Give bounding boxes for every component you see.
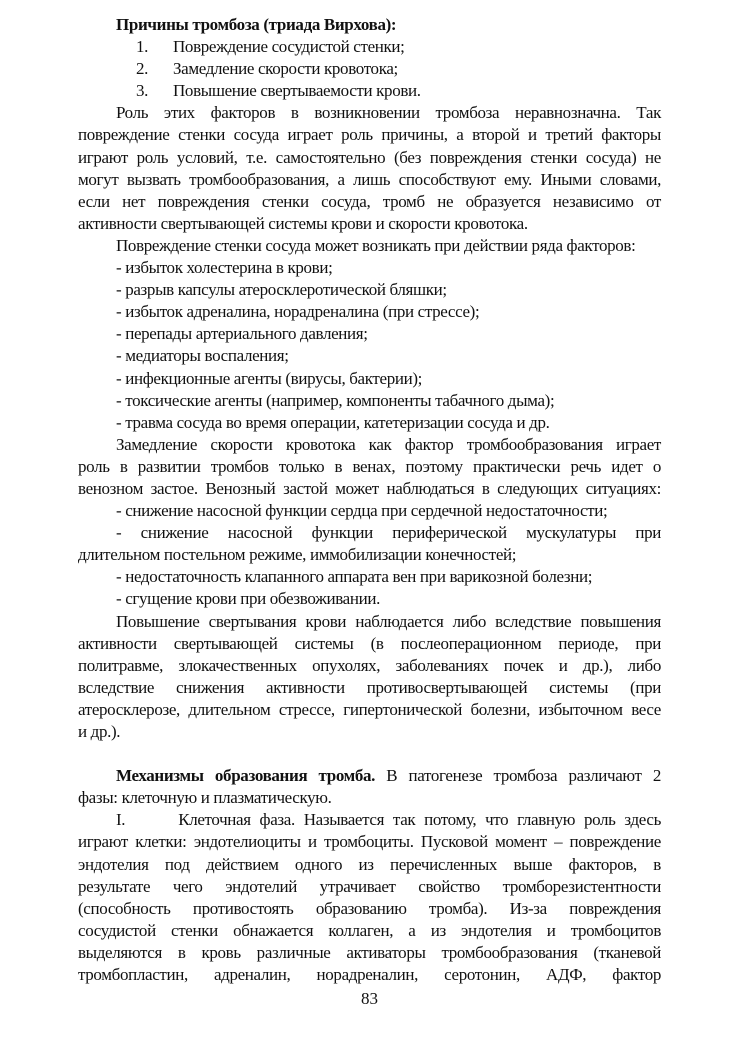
- list-item: - перепады артериального давления;: [116, 324, 368, 344]
- list-item: - снижение насосной функции сердца при сердечной недостаточности;: [116, 501, 608, 521]
- paragraph-line: и др.).: [78, 722, 121, 741]
- paragraph-line: результате чего эндотелий утрачивает свойство тромборезистентности: [78, 876, 661, 896]
- list-item: - избыток холестерина в крови;: [116, 258, 333, 278]
- list-item: - травма сосуда во время операции, катетеризации сосуда и др.: [116, 412, 550, 432]
- spacer: [78, 743, 661, 765]
- phase-one-first-line: I. Клеточная фаза. Называется так потому, что главную роль здесь: [116, 810, 661, 830]
- paragraph-line: атеросклерозе, длительном стрессе, гипертонической болезни, избыточном весе: [78, 699, 661, 719]
- paragraph-line: венозном застое. Венозный застой может наблюдаться в следующих ситуациях:: [78, 478, 661, 498]
- paragraph-line: эндотелия под действием одного из перечисленных выше факторов, в: [78, 854, 661, 874]
- paragraph-line: если нет повреждения стенки сосуда, тромб не образуется независимо от: [78, 191, 661, 211]
- paragraph-line: политравме, злокачественных опухолях, заболеваниях почек и др.), либо: [78, 655, 661, 675]
- causes-heading: Причины тромбоза (триада Вирхова):: [116, 15, 397, 34]
- list-item: 3. Повышение свертываемости крови.: [136, 81, 421, 101]
- paragraph-line: выделяются в кровь различные активаторы тромбообразования (тканевой: [78, 942, 661, 962]
- list-item: - инфекционные агенты (вирусы, бактерии);: [116, 368, 423, 388]
- list-item: - избыток адреналина, норадреналина (при стрессе);: [116, 302, 480, 322]
- list-item: - недостаточность клапанного аппарата вен при варикозной болезни;: [116, 567, 593, 587]
- list-item: - медиаторы воспаления;: [116, 346, 289, 366]
- paragraph-line: повреждение стенки сосуда играет роль причины, а второй и третий факторы: [78, 125, 661, 145]
- paragraph-line: Повышение свертывания крови наблюдается либо вследствие повышения: [116, 611, 661, 631]
- page-number: 83: [361, 989, 378, 1008]
- list-item-continued: длительном постельном режиме, иммобилизации конечностей;: [78, 545, 517, 565]
- paragraph-line: активности свертывающей системы крови и скорости кровотока.: [78, 213, 528, 233]
- paragraph-line: сосудистой стенки обнажается коллаген, а из эндотелия и тромбоцитов: [78, 920, 661, 940]
- paragraph-line: фазы: клеточную и плазматическую.: [78, 788, 332, 808]
- document-page: [78, 14, 661, 986]
- paragraph-line: Роль этих факторов в возникновении тромбоза неравнозначна. Так: [116, 103, 661, 123]
- paragraph-line: вследствие снижения активности противосвертывающей системы (при: [78, 677, 661, 697]
- paragraph-line: могут вызвать тромбообразования, а лишь способствуют ему. Иными словами,: [78, 169, 661, 189]
- list-item: 2. Замедление скорости кровотока;: [136, 59, 398, 79]
- paragraph-line: Замедление скорости кровотока как фактор тромбообразования играет: [116, 434, 661, 454]
- list-item: 1. Повреждение сосудистой стенки;: [136, 37, 405, 57]
- list-item: - токсические агенты (например, компоненты табачного дыма);: [116, 390, 555, 410]
- list-item: - сгущение крови при обезвоживании.: [116, 589, 381, 609]
- damage-intro: Повреждение стенки сосуда может возникать при действии ряда факторов:: [116, 235, 636, 255]
- list-item: - разрыв капсулы атеросклеротической бляшки;: [116, 280, 447, 300]
- list-item: - снижение насосной функции периферической мускулатуры при: [116, 523, 661, 543]
- paragraph-line: (способность противостоять образованию тромба). Из-за повреждения: [78, 898, 661, 918]
- mechanisms-heading-line: Механизмы образования тромба. В патогенезе тромбоза различают 2: [116, 766, 662, 786]
- paragraph-line: играют клетки: эндотелиоциты и тромбоциты. Пусковой момент – повреждение: [78, 832, 661, 852]
- paragraph-line: тромбопластин, адреналин, норадреналин, серотонин, АДФ, фактор: [78, 965, 661, 985]
- paragraph-line: играют роль условий, т.е. самостоятельно (без повреждения стенки сосуда) не: [78, 147, 661, 167]
- paragraph-line: активности свертывающей системы (в послеоперационном периоде, при: [78, 633, 661, 653]
- paragraph-line: роль в развитии тромбов только в венах, поэтому практически речь идет о: [78, 456, 661, 476]
